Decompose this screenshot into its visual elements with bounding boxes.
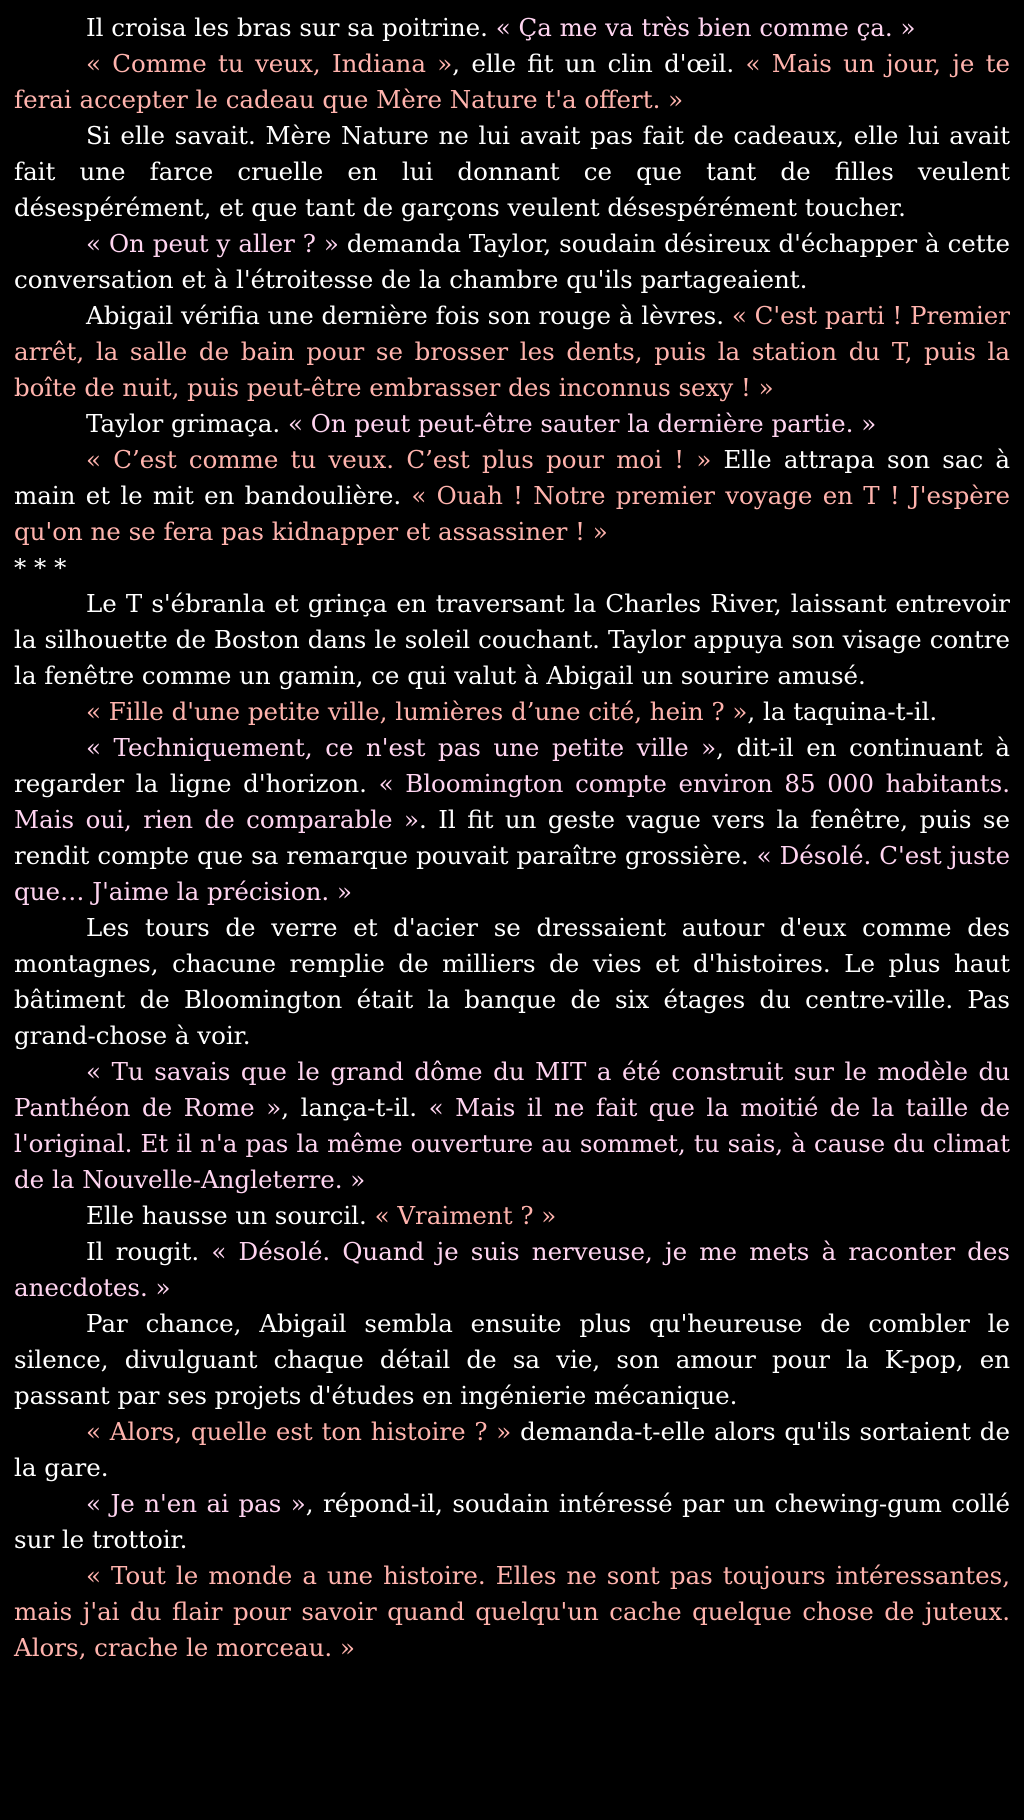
- narration-text: demanda-t-elle alors qu'ils sortaient de la gare.: [14, 1417, 1010, 1482]
- paragraph: [14, 910, 1010, 1054]
- paragraph: [14, 586, 1010, 694]
- scene-separator: * * *: [14, 553, 67, 582]
- taylor-dialogue: « Tu savais que le grand dôme du MIT a été construit sur le modèle du Panthéon de Rome »: [14, 1057, 1010, 1122]
- paragraph: [14, 1234, 1010, 1306]
- paragraph: [14, 1054, 1010, 1198]
- paragraph: [14, 694, 1010, 730]
- narration-text: , elle fit un clin d'œil.: [452, 49, 746, 78]
- paragraph: [14, 298, 1010, 406]
- narration-text: , la taquina-t-il.: [747, 697, 938, 726]
- narration-text: Elle attrapa son sac à main et le mit en bandoulière.: [14, 445, 1010, 510]
- narration-text: . Il fit un geste vague vers la fenêtre, puis se rendit compte que sa remarque pouvait paraître grossière.: [14, 805, 1010, 870]
- narration-text: Par chance, Abigail sembla ensuite plus qu'heureuse de combler le silence, divulguant chaque détail de sa vie, son amour pour la K-pop, en passant par ses projets d'études en ingénierie mécanique.: [14, 1309, 1010, 1410]
- taylor-dialogue: « On peut peut-être sauter la dernière partie. »: [287, 409, 877, 438]
- paragraph: [14, 118, 1010, 226]
- narration-text: Taylor grimaça.: [86, 409, 288, 438]
- abigail-dialogue: « C’est comme tu veux. C’est plus pour moi ! »: [86, 445, 712, 474]
- narration-text: Les tours de verre et d'acier se dressaient autour d'eux comme des montagnes, chacune remplie de milliers de vies et d'histoires. Le plus haut bâtiment de Bloomington était la banque de six étages du centre-ville. Pas grand-chose à voir.: [14, 913, 1010, 1050]
- abigail-dialogue: « Mais un jour, je te ferai accepter le cadeau que Mère Nature t'a offert. »: [14, 49, 1010, 114]
- narration-text: Il croisa les bras sur sa poitrine.: [86, 13, 496, 42]
- narration-text: Si elle savait. Mère Nature ne lui avait pas fait de cadeaux, elle lui avait fait une farce cruelle en lui donnant ce que tant de filles veulent désespérément, et que tant de garçons veulent désespérément toucher.: [14, 121, 1010, 222]
- paragraph: [14, 442, 1010, 550]
- paragraph: [14, 10, 1010, 46]
- narration-text: Elle hausse un sourcil.: [86, 1201, 375, 1230]
- abigail-dialogue: « Ouah ! Notre premier voyage en T ! J'espère qu'on ne se fera pas kidnapper et assassiner ! »: [14, 481, 1010, 546]
- paragraph: [14, 226, 1010, 298]
- taylor-dialogue: « On peut y aller ? »: [86, 229, 339, 258]
- taylor-dialogue: « Désolé. Quand je suis nerveuse, je me mets à raconter des anecdotes. »: [14, 1237, 1011, 1302]
- abigail-dialogue: « C'est parti ! Premier arrêt, la salle de bain pour se brosser les dents, puis la station du T, puis la boîte de nuit, puis peut-être embrasser des inconnus sexy ! »: [14, 301, 1010, 402]
- narration-text: Abigail vérifia une dernière fois son rouge à lèvres.: [86, 301, 732, 330]
- narration-text: , dit-il en continuant à regarder la ligne d'horizon.: [14, 733, 1010, 798]
- paragraph: [14, 46, 1010, 118]
- section-two: [14, 586, 1010, 1666]
- paragraph: [14, 1558, 1010, 1666]
- paragraph: [14, 406, 1010, 442]
- abigail-dialogue: « Alors, quelle est ton histoire ? »: [86, 1417, 512, 1446]
- narration-text: , lança-t-il.: [281, 1093, 429, 1122]
- abigail-dialogue: « Comme tu veux, Indiana »: [86, 49, 453, 78]
- paragraph: [14, 1414, 1010, 1486]
- abigail-dialogue: « Vraiment ? »: [374, 1201, 557, 1230]
- taylor-dialogue: « Désolé. C'est juste que… J'aime la précision. »: [14, 841, 1010, 906]
- narration-text: demanda Taylor, soudain désireux d'échapper à cette conversation et à l'étroitesse de la chambre qu'ils partageaient.: [14, 229, 1010, 294]
- paragraph: [14, 1486, 1010, 1558]
- narration-text: Le T s'ébranla et grinça en traversant la Charles River, laissant entrevoir la silhouette de Boston dans le soleil couchant. Taylor appuya son visage contre la fenêtre comme un gamin, ce qui valut à Abigail un sourire amusé.: [14, 589, 1010, 690]
- narration-text: , répond-il, soudain intéressé par un chewing-gum collé sur le trottoir.: [14, 1489, 1010, 1554]
- narration-text: Il rougit.: [86, 1237, 212, 1266]
- section-one: [14, 10, 1010, 550]
- paragraph: [14, 1198, 1010, 1234]
- document-page: [14, 10, 1010, 1666]
- abigail-dialogue: « Tout le monde a une histoire. Elles ne sont pas toujours intéressantes, mais j'ai du flair pour savoir quand quelqu'un cache quelque chose de juteux. Alors, crache le morceau. »: [14, 1561, 1010, 1662]
- taylor-dialogue: « Je n'en ai pas »: [86, 1489, 306, 1518]
- taylor-dialogue: « Bloomington compte environ 85 000 habitants. Mais oui, rien de comparable »: [14, 769, 1010, 834]
- taylor-dialogue: « Techniquement, ce n'est pas une petite ville »: [86, 733, 717, 762]
- taylor-dialogue: « Mais il ne fait que la moitié de la taille de l'original. Et il n'a pas la même ouverture au sommet, tu sais, à cause du climat de la Nouvelle-Angleterre. »: [14, 1093, 1010, 1194]
- abigail-dialogue: « Fille d'une petite ville, lumières d’une cité, hein ? »: [86, 697, 748, 726]
- paragraph: [14, 1306, 1010, 1414]
- paragraph: [14, 730, 1010, 910]
- taylor-dialogue: « Ça me va très bien comme ça. »: [495, 13, 916, 42]
